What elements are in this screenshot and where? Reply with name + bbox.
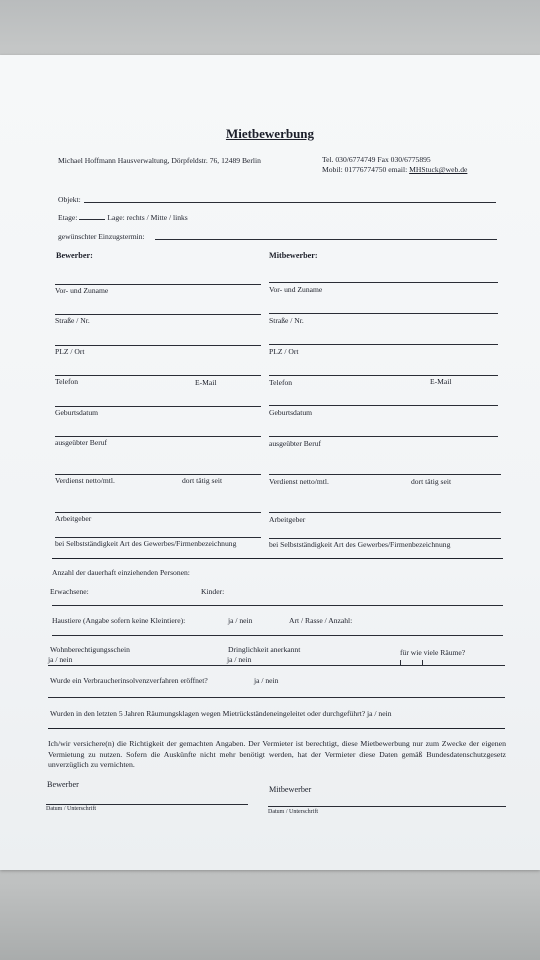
mitbewerber-selfemployed-label: bei Selbstständigkeit Art des Gewerbes/Firmenbezeichnung [269, 540, 451, 549]
bewerber-since-label: dort tätig seit [182, 476, 223, 485]
mitbewerber-heading: Mitbewerber: [269, 251, 318, 260]
bewerber-email-label: E-Mail [195, 378, 217, 387]
bewerber-income-label: Verdienst netto/mtl. [55, 476, 115, 485]
bewerber-name-field[interactable] [55, 284, 261, 285]
bewerber-selfemployed-field[interactable] [55, 537, 261, 538]
insolvency-field[interactable] [48, 697, 505, 698]
children-label: Kinder: [201, 587, 225, 596]
einzug-label: gewünschter Einzugstermin: [58, 232, 145, 241]
urgency-choice[interactable]: ja / nein [227, 655, 252, 664]
bewerber-job-field[interactable] [55, 436, 261, 437]
contact-email-link[interactable]: MHStuck@web.de [409, 165, 468, 174]
etage-label: Etage: [58, 213, 78, 222]
pets-label: Haustiere (Angabe sofern keine Kleintiere): [52, 616, 186, 625]
mitbewerber-street-field[interactable] [269, 313, 498, 314]
pets-field[interactable] [52, 635, 503, 636]
signature-mitbewerber-field[interactable] [268, 806, 506, 807]
lage-label: Lage: rechts / Mitte / links [107, 213, 188, 222]
mitbewerber-phone-label: Telefon [269, 378, 293, 387]
bewerber-phone-field[interactable] [55, 375, 261, 376]
bewerber-income-field[interactable] [55, 474, 261, 475]
mitbewerber-birth-label: Geburtsdatum [269, 408, 313, 417]
signature-mitbewerber-label: Mitbewerber [269, 785, 312, 794]
signature-bewerber-date-label: Datum / Unterschrift [46, 806, 96, 812]
persons-label: Anzahl der dauerhaft einziehenden Personen: [52, 568, 190, 577]
wbs-field[interactable] [48, 665, 505, 666]
bewerber-birth-field[interactable] [55, 406, 261, 407]
signature-bewerber-field[interactable] [46, 804, 248, 805]
mitbewerber-email-label: E-Mail [430, 377, 452, 386]
mitbewerber-since-label: dort tätig seit [411, 477, 452, 486]
mitbewerber-job-label: ausgeübter Beruf [269, 439, 322, 448]
mitbewerber-name-field[interactable] [269, 282, 498, 283]
eviction-label: Wurden in den letzten 5 Jahren Räumungsklagen wegen Mietrückständeneingeleitet oder durchgeführt? ja / nein [50, 709, 392, 718]
bewerber-phone-label: Telefon [55, 377, 79, 386]
mitbewerber-selfemployed-field[interactable] [269, 538, 501, 539]
mitbewerber-employer-field[interactable] [269, 512, 501, 513]
mitbewerber-employer-label: Arbeitgeber [269, 515, 306, 524]
rooms-label: für wie viele Räume? [400, 648, 466, 657]
urgency-label: Dringlichkeit anerkannt [228, 645, 301, 654]
declaration-text: Ich/wir versichere(n) die Richtigkeit der gemachten Angaben. Der Vermieter ist berechtigt, diese Mietbewerbung nur zum Zwecke der eigenen Vermietung zu nutzen. Sofern die Auskünfte nicht mehr benötigt werden, hat der Vermieter diese Daten gemäß Bundesdatenschutzgesetz unverzüglich zu vernichten. [48, 739, 506, 770]
signature-mitbewerber-date-label: Datum / Unterschrift [268, 809, 318, 815]
bewerber-plz-label: PLZ / Ort [55, 347, 85, 356]
mitbewerber-income-label: Verdienst netto/mtl. [269, 477, 329, 486]
insolvency-label: Wurde ein Verbraucherinsolvenzverfahren eröffnet? [50, 676, 208, 685]
contact-mobile-email [322, 165, 467, 174]
mitbewerber-income-field[interactable] [269, 474, 501, 475]
bewerber-street-label: Straße / Nr. [55, 316, 90, 325]
mitbewerber-job-field[interactable] [269, 436, 498, 437]
pets-kind-label: Art / Rasse / Anzahl: [289, 616, 353, 625]
insolvency-choice[interactable]: ja / nein [254, 676, 279, 685]
mitbewerber-plz-field[interactable] [269, 344, 498, 345]
mitbewerber-street-label: Straße / Nr. [269, 316, 304, 325]
bewerber-selfemployed-label: bei Selbstständigkeit Art des Gewerbes/Firmenbezeichnung [55, 539, 237, 548]
mitbewerber-plz-label: PLZ / Ort [269, 347, 299, 356]
bewerber-plz-field[interactable] [55, 345, 261, 346]
form-title: Mietbewerbung [225, 126, 315, 141]
objekt-field[interactable] [84, 202, 496, 203]
wbs-label: Wohnberechtigungsschein [50, 645, 130, 654]
bewerber-street-field[interactable] [55, 314, 261, 315]
bewerber-job-label: ausgeübter Beruf [55, 438, 108, 447]
pets-choice[interactable]: ja / nein [228, 616, 253, 625]
mitbewerber-name-label: Vor- und Zuname [269, 285, 323, 294]
einzug-field[interactable] [155, 239, 497, 240]
adults-label: Erwachsene: [50, 587, 89, 596]
bewerber-employer-field[interactable] [55, 512, 261, 513]
mitbewerber-birth-field[interactable] [269, 405, 498, 406]
bewerber-birth-label: Geburtsdatum [55, 408, 99, 417]
etage-field[interactable] [79, 213, 105, 220]
contact-phone-fax: Tel. 030/6774749 Fax 030/6775895 [322, 155, 431, 164]
company-address: Michael Hoffmann Hausverwaltung, Dörpfeldstr. 76, 12489 Berlin [58, 156, 261, 165]
signature-bewerber-label: Bewerber [47, 780, 79, 789]
bewerber-employer-label: Arbeitgeber [55, 514, 92, 523]
eviction-field[interactable] [48, 728, 505, 729]
mitbewerber-phone-field[interactable] [269, 375, 498, 376]
bewerber-name-label: Vor- und Zuname [55, 286, 109, 295]
bewerber-heading: Bewerber: [56, 251, 93, 260]
persons-field[interactable] [52, 605, 503, 606]
objekt-label: Objekt: [58, 195, 81, 204]
wbs-choice[interactable]: ja / nein [48, 655, 73, 664]
etage-row [58, 213, 188, 222]
section-divider [52, 558, 503, 559]
contact-mobile-label: Mobil: 01776774750 email: [322, 165, 410, 174]
